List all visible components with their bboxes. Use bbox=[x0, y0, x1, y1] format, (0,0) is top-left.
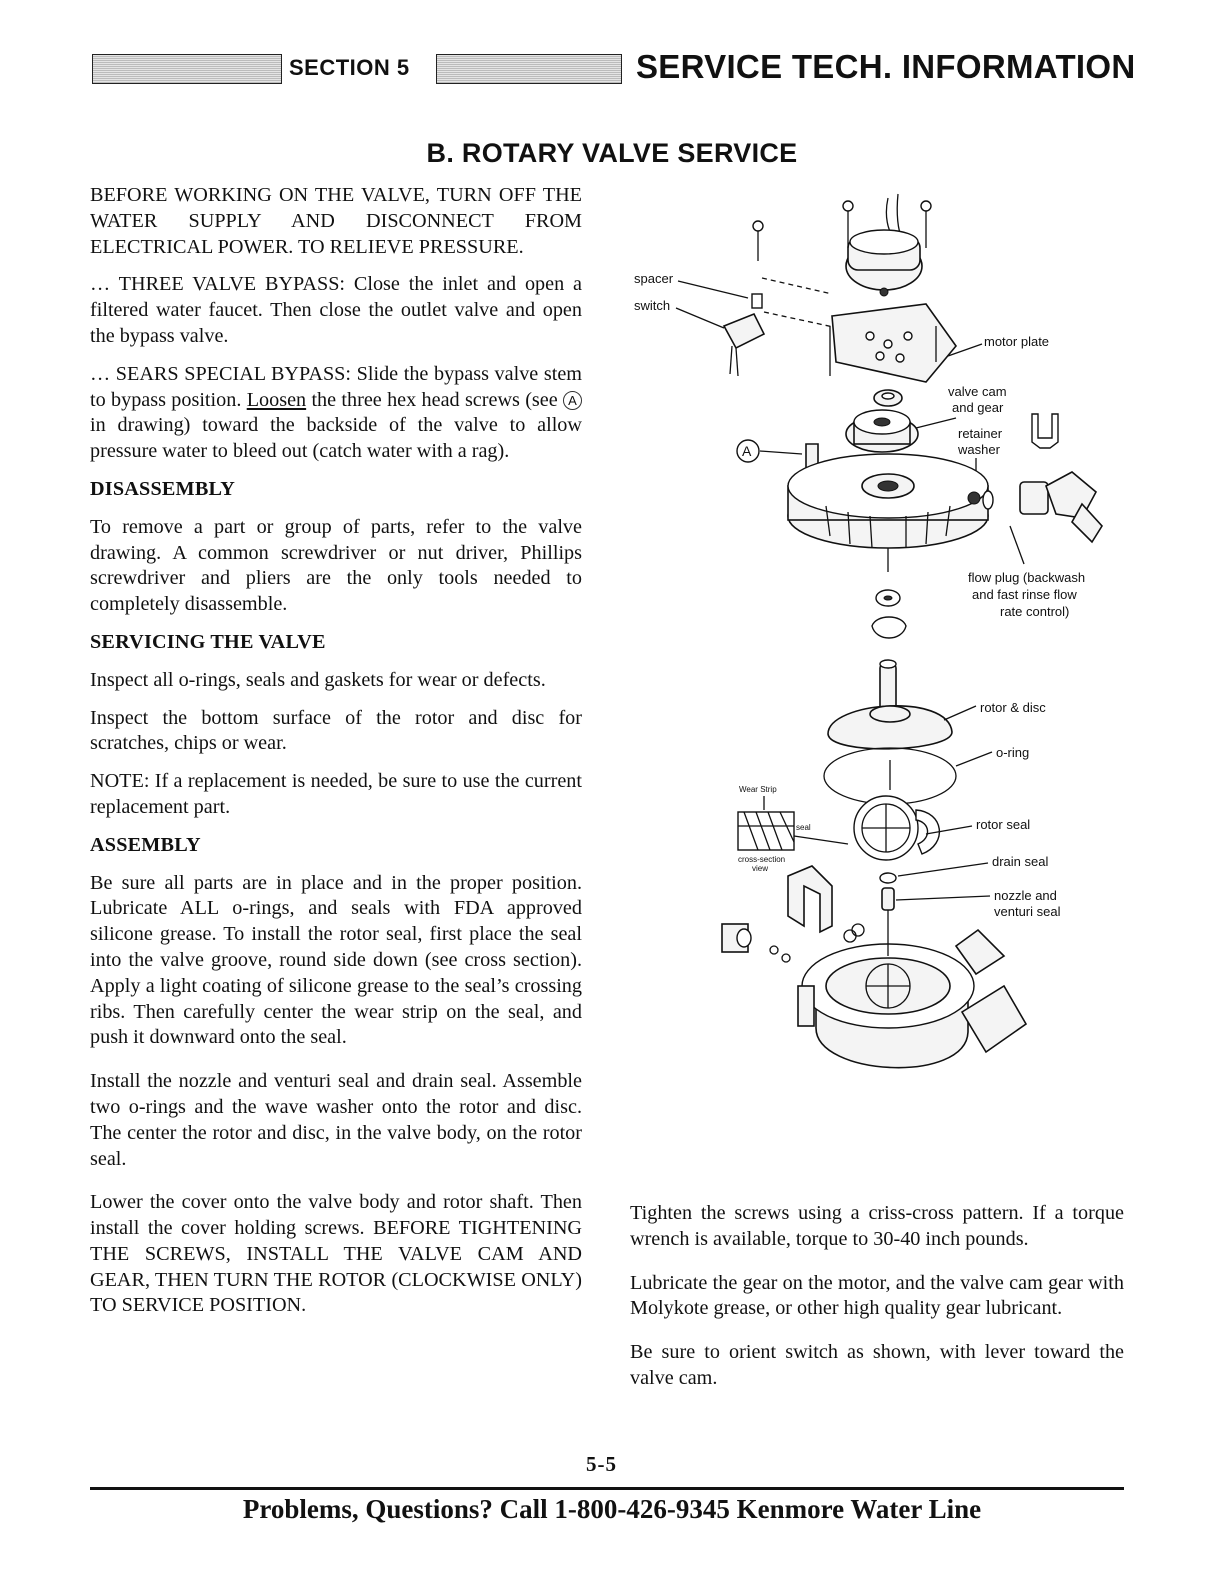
label-flow-plug-2: and fast rinse flow bbox=[972, 587, 1077, 602]
disassembly-heading: DISASSEMBLY bbox=[90, 477, 236, 500]
label-rotor-disc: rotor & disc bbox=[980, 700, 1046, 715]
header-title: SERVICE TECH. INFORMATION bbox=[636, 48, 1136, 85]
disassembly-paragraph: To remove a part or group of parts, refer to the valve drawing. A common screwdriver or nut driver, Phillips screwdriver and pliers are the only tools needed to completely disassemble. bbox=[90, 515, 582, 616]
label-retainer-1: retainer bbox=[958, 426, 1003, 441]
section-label: SECTION 5 bbox=[289, 55, 410, 80]
label-nozzle-1: nozzle and bbox=[994, 888, 1057, 903]
assembly-paragraph-3: Lower the cover onto the valve body and rotor shaft. Then install the cover holding screws. BEFORE TIGHTENING THE SCREWS, INSTALL THE VALVE CAM AND GEAR, THEN TURN THE ROTOR (CLOCKWISE ONLY) TO SERVICE POSITION. bbox=[90, 1191, 582, 1317]
nozzle-drawing bbox=[882, 888, 894, 910]
spacer-switch-drawing bbox=[724, 278, 838, 376]
servicing-heading: SERVICING THE VALVE bbox=[90, 630, 326, 653]
leader-spacer bbox=[678, 281, 748, 298]
page-title: B. ROTARY VALVE SERVICE bbox=[426, 138, 798, 168]
leader-switch bbox=[676, 308, 724, 328]
drain-seal-drawing bbox=[880, 873, 896, 883]
label-flow-plug-1: flow plug (backwash bbox=[968, 570, 1086, 585]
label-valve-cam-1: valve cam bbox=[948, 384, 1007, 399]
assembly-paragraph-1: Be sure all parts are in place and in the proper position. Lubricate ALL o-rings, and seals with FDA approved silicone grease. To install the rotor seal, first place the seal into the valve groove, round side down (see cross section). Apply a light coating of silicone grease to the seal’s crossing ribs. Then carefully center the wear strip on the seal, and push it downward onto the seal. bbox=[90, 871, 582, 1049]
right-column bbox=[630, 1201, 1124, 1404]
header-pattern-middle bbox=[436, 54, 622, 84]
tighten-paragraph: Tighten the screws using a criss-cross pattern. If a torque wrench is available, torque to 30-40 inch pounds. bbox=[630, 1202, 1124, 1250]
small-washers-drawing bbox=[872, 590, 906, 638]
valve-body-drawing bbox=[798, 910, 1026, 1068]
three-valve-bypass-paragraph: … THREE VALVE BYPASS: Close the inlet and open a filtered water faucet. Then close the outlet valve and open the bypass valve. bbox=[90, 273, 582, 347]
label-wear-strip: Wear Strip bbox=[739, 785, 777, 794]
rotor-disc-drawing bbox=[828, 660, 952, 749]
valve-cam-gear-drawing bbox=[846, 390, 918, 452]
leader-nozzle bbox=[896, 896, 990, 900]
servicing-note: NOTE: If a replacement is needed, be sure to use the current replacement part. bbox=[90, 770, 582, 818]
leader-cross-section bbox=[794, 836, 848, 844]
label-rotor-seal: rotor seal bbox=[976, 817, 1031, 832]
label-marker-a: A bbox=[742, 443, 752, 459]
motor-plate-drawing bbox=[830, 304, 956, 382]
label-cross-section-2: view bbox=[752, 864, 769, 873]
sears-bypass-text-3: in drawing) toward the backside of the valve to allow pressure water to bleed out (catch water with a rag). bbox=[90, 414, 582, 463]
label-spacer: spacer bbox=[634, 271, 674, 286]
leader-rotor-disc bbox=[944, 706, 976, 720]
header-pattern-left bbox=[92, 54, 282, 84]
left-column bbox=[90, 183, 582, 1331]
label-nozzle-2: venturi seal bbox=[994, 904, 1061, 919]
leader-o-ring bbox=[956, 752, 992, 766]
retainer-clip-drawing bbox=[1032, 414, 1058, 448]
label-valve-cam-2: and gear bbox=[952, 400, 1004, 415]
valve-cover-drawing bbox=[788, 454, 988, 572]
rotor-seal-drawing bbox=[854, 796, 939, 860]
label-switch: switch bbox=[634, 298, 671, 313]
label-drain-seal: drain seal bbox=[992, 854, 1049, 869]
warning-paragraph: BEFORE WORKING ON THE VALVE, TURN OFF THE WATER SUPPLY AND DISCONNECT FROM ELECTRICAL POWER. TO RELIEVE PRESSURE. bbox=[90, 184, 582, 258]
sears-bypass-paragraph bbox=[90, 362, 582, 465]
label-o-ring: o-ring bbox=[996, 745, 1030, 760]
sears-bypass-text-1: … SEARS SPECIAL BYPASS: Slide the bypass valve stem to bypass position. bbox=[90, 362, 582, 411]
label-cross-section-1: cross-section bbox=[738, 855, 786, 864]
rotary-valve-exploded-diagram bbox=[626, 186, 1126, 1096]
servicing-paragraph-1: Inspect all o-rings, seals and gaskets for wear or defects. bbox=[90, 668, 546, 691]
footer-rule bbox=[90, 1487, 1124, 1490]
sears-bypass-text-2: the three hex head screws (see bbox=[311, 388, 558, 411]
label-retainer-2: washer bbox=[958, 442, 1000, 457]
assembly-paragraph-2: Install the nozzle and venturi seal and drain seal. Assemble two o-rings and the wave washer onto the rotor and disc. The center the rotor and disc, in the valve body, on the rotor seal. bbox=[90, 1070, 582, 1170]
motor-drawing bbox=[846, 194, 922, 296]
loosen-word: Loosen bbox=[246, 388, 307, 411]
bypass-clip-drawing bbox=[722, 866, 864, 962]
leader-marker-a bbox=[760, 451, 802, 454]
leader-drain-seal bbox=[898, 863, 988, 876]
label-motor-plate: motor plate bbox=[984, 334, 1050, 349]
assembly-heading: ASSEMBLY bbox=[90, 833, 201, 856]
footer-helpline: Problems, Questions? Call 1-800-426-9345 Kenmore Water Line bbox=[242, 1494, 982, 1524]
label-seal-small: seal bbox=[796, 823, 811, 832]
leader-valve-cam bbox=[916, 418, 956, 428]
marker-a-inline: A bbox=[563, 391, 582, 410]
lubricate-paragraph: Lubricate the gear on the motor, and the valve cam gear with Molykote grease, or other high quality gear lubricant. bbox=[630, 1271, 1124, 1320]
servicing-paragraph-2: Inspect the bottom surface of the rotor and disc for scratches, chips or wear. bbox=[90, 706, 582, 755]
leader-flow-plug bbox=[1010, 526, 1024, 564]
page-number: 5-5 bbox=[586, 1452, 617, 1476]
orient-paragraph: Be sure to orient switch as shown, with lever toward the valve cam. bbox=[630, 1341, 1124, 1389]
label-flow-plug-3: rate control) bbox=[1000, 604, 1070, 619]
